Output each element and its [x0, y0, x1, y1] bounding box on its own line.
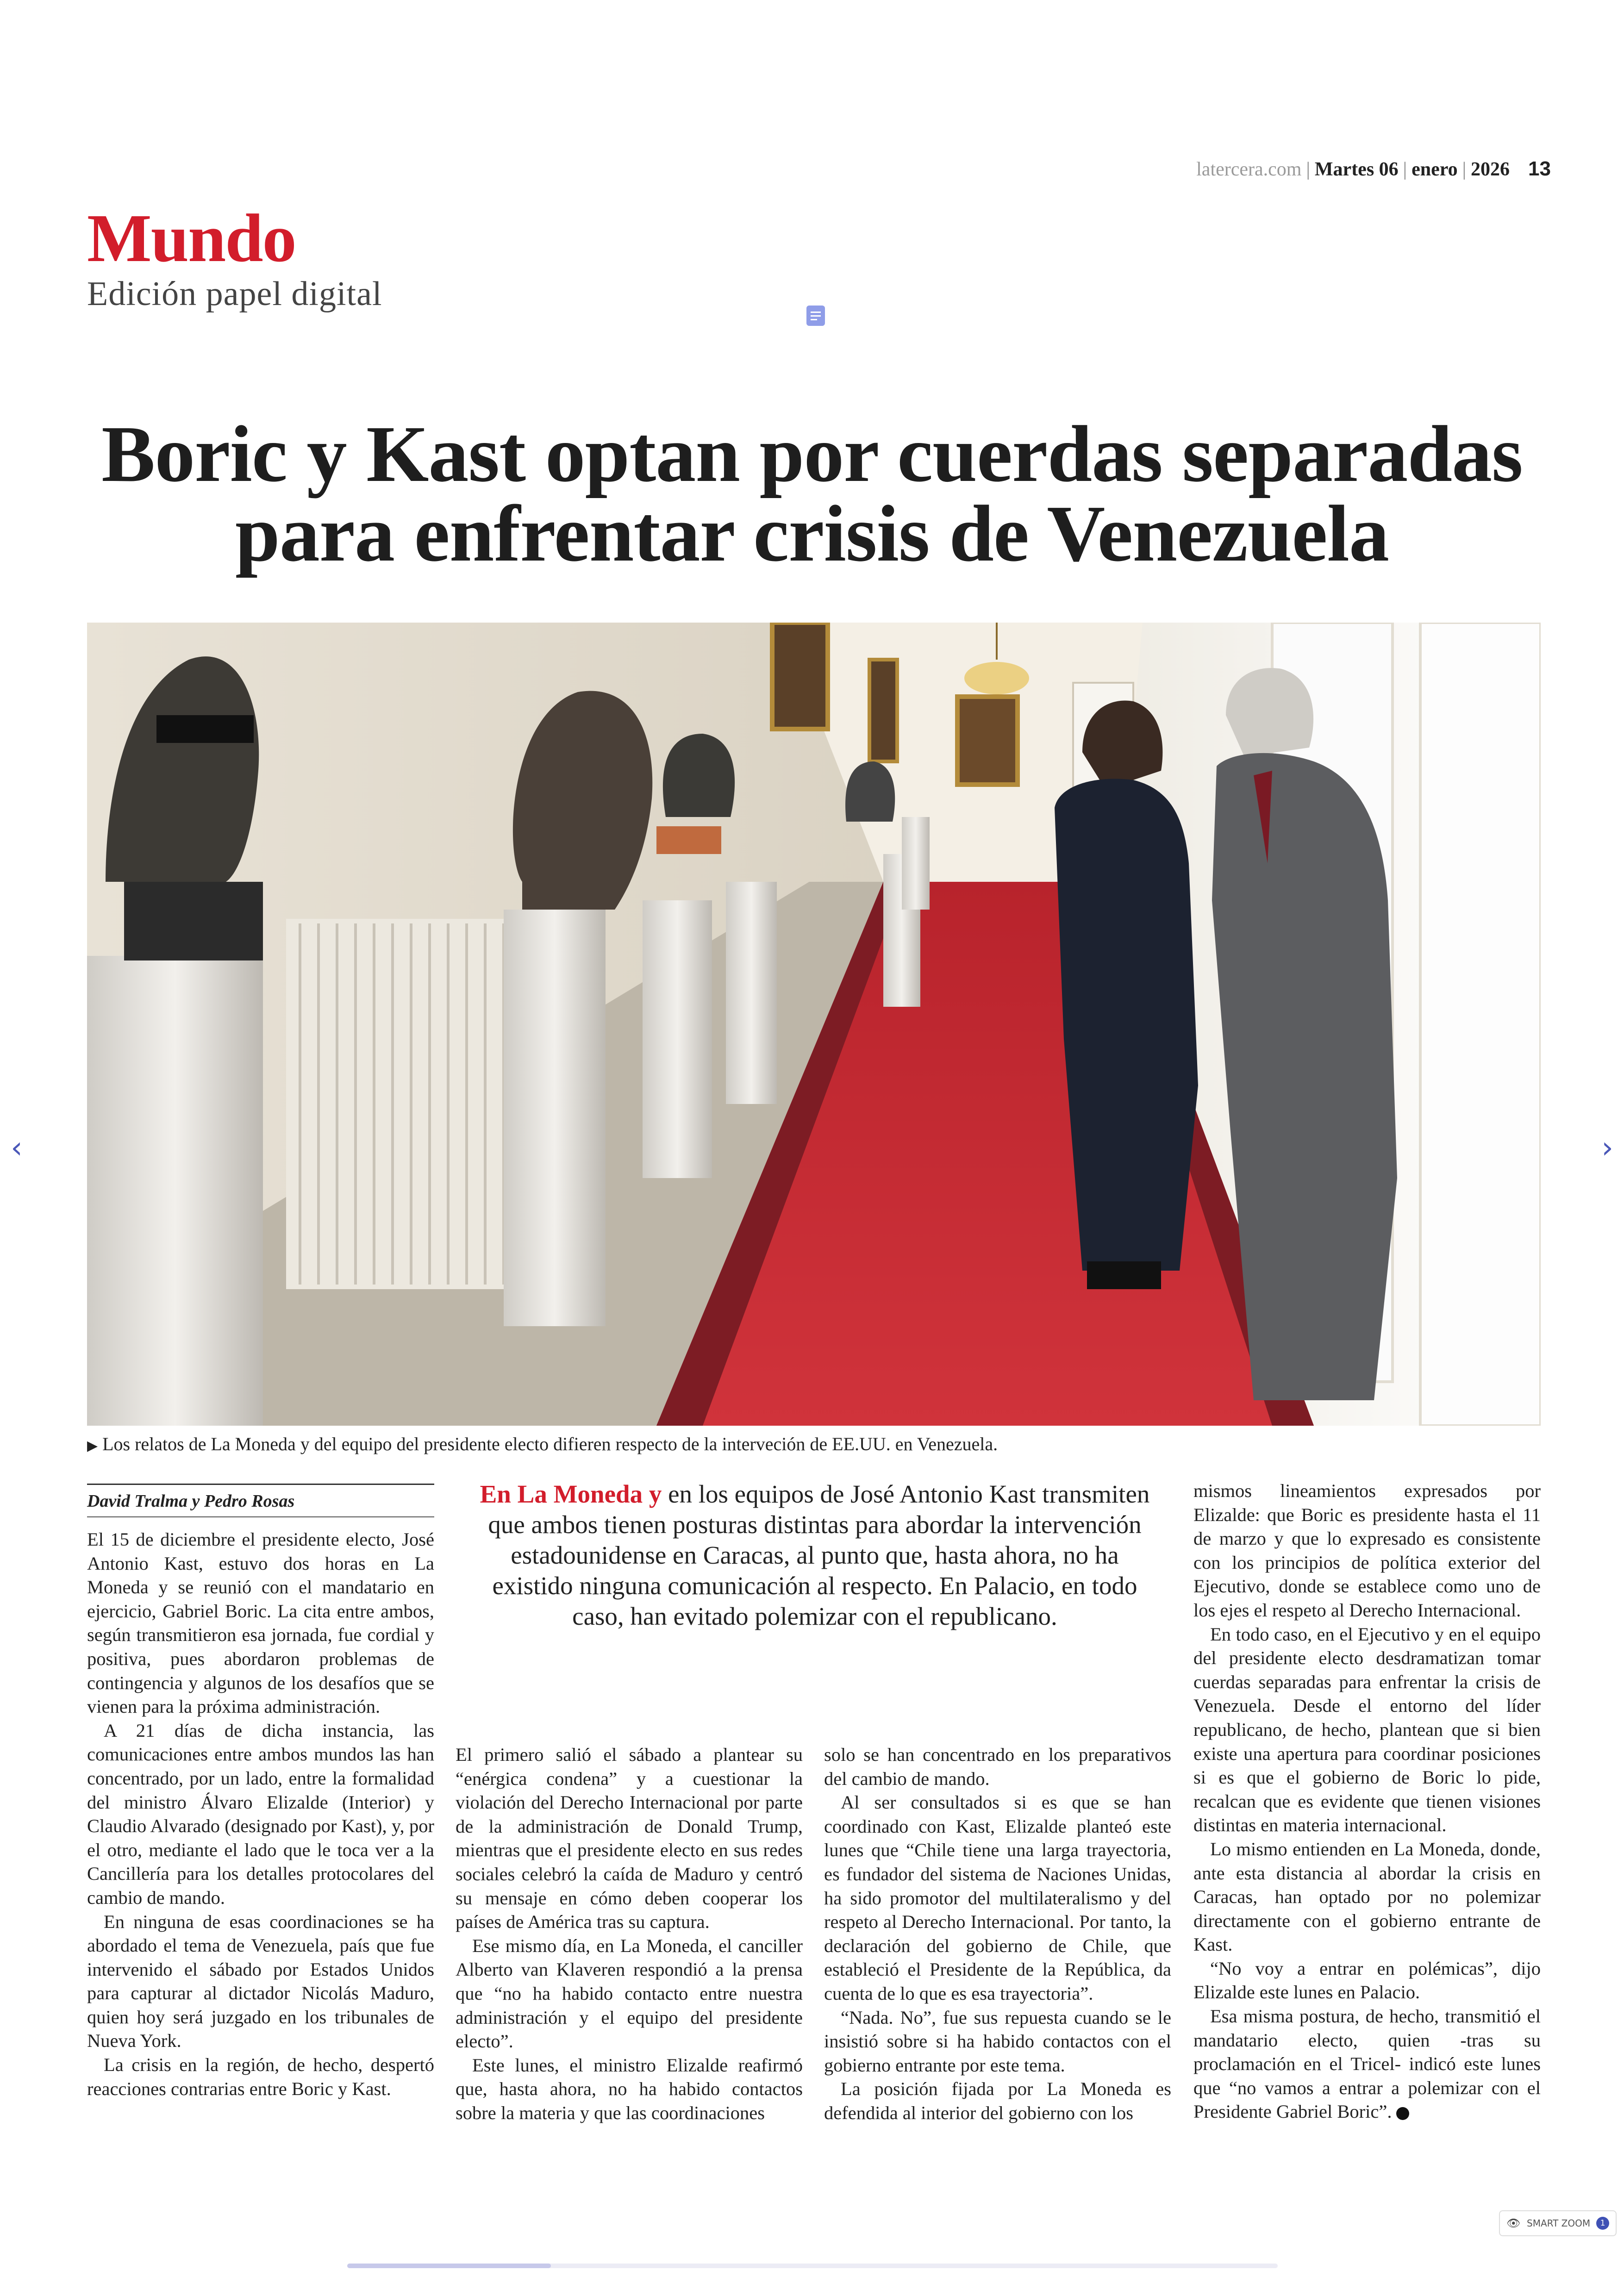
header-month: enero	[1412, 159, 1458, 180]
header-day: Martes 06	[1314, 159, 1399, 180]
chevron-right-icon: ›	[1601, 1131, 1613, 1165]
smart-zoom-button[interactable]	[1499, 2210, 1617, 2236]
paragraph: El 15 de diciembre el presidente electo, José Antonio Kast, estuvo dos horas en La Moneda y se reunió con el mandatario en ejercicio, Gabriel Boric. La cita entre ambos, según transmitieron esa jornada, fue cordial y positiva, pues abordaron problemas de contingencia y algunos de los desafíos que se vienen para la próxima administración.	[87, 1529, 434, 1717]
article-column-2	[456, 1743, 803, 2125]
byline-rule	[87, 1516, 434, 1517]
paragraph-final	[1193, 2004, 1541, 2124]
byline-rule	[87, 1484, 434, 1485]
paragraph: “Nada. No”, fue sus repuesta cuando se le insistió sobre si ha habido contactos con el gobierno entrante por este tema.	[824, 2007, 1171, 2076]
article-photo	[87, 623, 1541, 1426]
paragraph: Este lunes, el ministro Elizalde reafirmó que, hasta ahora, no ha habido contactos sobre la materia y que las coordinaciones	[456, 2054, 803, 2123]
page-number: 13	[1528, 157, 1551, 180]
paragraph: Ese mismo día, en La Moneda, el canciller Alberto van Klaveren respondió a la prensa que “no ha habido contacto entre nuestra administración y el equipo del presidente electo”.	[456, 1935, 803, 2052]
pull-quote-text: en los equipos de José Antonio Kast transmiten que ambos tienen posturas distintas para abordar la intervención estadounidense en Caracas, al punto que, hasta ahora, no ha existido ninguna comunicación al respecto. En Palacio, en todo caso, han evitado polemizar con el republicano.	[488, 1480, 1150, 1630]
page-scrollbar-thumb[interactable]	[347, 2264, 551, 2268]
site-name: latercera.com	[1196, 159, 1302, 180]
paragraph: “No voy a entrar en polémicas”, dijo Elizalde este lunes en Palacio.	[1193, 1958, 1541, 2003]
chevron-left-icon: ‹	[11, 1131, 23, 1165]
headline-line-1: Boric y Kast optan por cuerdas separadas	[101, 409, 1523, 499]
smart-zoom-label: SMART ZOOM	[1527, 2218, 1591, 2229]
corridor-illustration	[87, 623, 1541, 1426]
paragraph: solo se han concentrado en los preparativos del cambio de mando.	[824, 1744, 1171, 1789]
photo-caption	[87, 1433, 1541, 1458]
article-column-4	[1193, 1479, 1541, 2124]
section-title: Mundo	[87, 200, 296, 276]
paragraph: Lo mismo entienden en La Moneda, donde, ante esta distancia al abordar la crisis en Caracas, han optado por no polemizar directamente con el gobierno entrante de Kast.	[1193, 1838, 1541, 1955]
note-icon[interactable]	[806, 306, 825, 326]
paragraph: La crisis en la región, de hecho, despertó reacciones contrarias entre Boric y Kast.	[87, 2054, 434, 2099]
header-year: 2026	[1471, 159, 1510, 180]
paragraph: A 21 días de dicha instancia, las comunicaciones entre ambos mundos las han concentrado, por un lado, entre la formalidad del ministro Álvaro Elizalde (Interior) y Claudio Alvarado (designado por Kast), y, por el otro, mediante el lado que le toca ver a la Cancillería para los detalles protocolares del cambio de mando.	[87, 1720, 434, 1908]
caption-triangle-icon: ▶	[87, 1438, 98, 1454]
paragraph: En ninguna de esas coordinaciones se ha abordado el tema de Venezuela, país que fue intervenido el sábado por Estados Unidos para capturar al dictador Nicolás Maduro, quien hoy será juzgado en los tribunales de Nueva York.	[87, 1911, 434, 2052]
next-page-button[interactable]	[1593, 1127, 1621, 1169]
pull-quote	[472, 1479, 1157, 1632]
paragraph: mismos lineamientos expresados por Elizalde: que Boric es presidente hasta el 11 de marzo y que lo expresado es consistente con los principios de política exterior del Ejecutivo, donde se establece como uno de los ejes el respeto al Derecho Internacional.	[1193, 1480, 1541, 1621]
caption-text: Los relatos de La Moneda y del equipo del presidente electo difieren respecto de la interveción de EE.UU. en Venezuela.	[102, 1434, 998, 1454]
article-column-3	[824, 1743, 1171, 2125]
prev-page-button[interactable]	[3, 1127, 31, 1169]
smart-zoom-count-badge: 1	[1596, 2217, 1609, 2230]
paragraph: El primero salió el sábado a plantear su “enérgica condena” y a cuestionar la violación del Derecho Internacional por parte de la administración de Donald Trump, mientras que el presidente electo en sus redes sociales celebró la caída de Maduro y centró su mensaje en cómo deben cooperar los países de América tras su captura.	[456, 1744, 803, 1933]
article-column-1	[87, 1528, 434, 2101]
headline-line-2: para enfrentar crisis de Venezuela	[235, 489, 1389, 578]
pull-quote-lead: En La Moneda y	[480, 1480, 662, 1508]
paragraph: En todo caso, en el Ejecutivo y en el equipo del presidente electo desdramatizan tomar cuerdas separadas para enfrentar la crisis de Venezuela. Desde el entorno del líder republicano, de hecho, plantean que si bien existe una apertura para coordinar posiciones si es que el gobierno de Boric lo pide, recalcan que es evidente que tienen visiones distintas en materia internacional.	[1193, 1623, 1541, 1836]
byline: David Tralma y Pedro Rosas	[87, 1491, 295, 1511]
paragraph: Esa misma postura, de hecho, transmitió el mandatario electo, quien -tras su proclamación en el Tricel- indicó este lunes que “no vamos a entrar a polemizar con el Presidente Gabriel Boric”.	[1193, 2006, 1541, 2122]
section-subtitle: Edición papel digital	[87, 275, 382, 313]
headline	[46, 409, 1578, 578]
paragraph: La posición fijada por La Moneda es defendida al interior del gobierno con los	[824, 2078, 1171, 2123]
paragraph: Al ser consultados si es que se han coordinado con Kast, Elizalde planteó este lunes que “Chile tiene una larga trayectoria, es fundador del sistema de Naciones Unidas, ha sido promotor del multilateralismo y del respeto al Derecho Internacional. Por tanto, la declaración del gobierno de Chile, que estableció el Presidente de la República, da cuenta de lo que es esa trayectoria”.	[824, 1792, 1171, 2004]
end-mark-icon	[1396, 2107, 1409, 2120]
page-header: latercera.com | Martes 06 | enero | 2026 13	[1196, 157, 1551, 180]
eye-icon: 👁	[1506, 2217, 1521, 2230]
